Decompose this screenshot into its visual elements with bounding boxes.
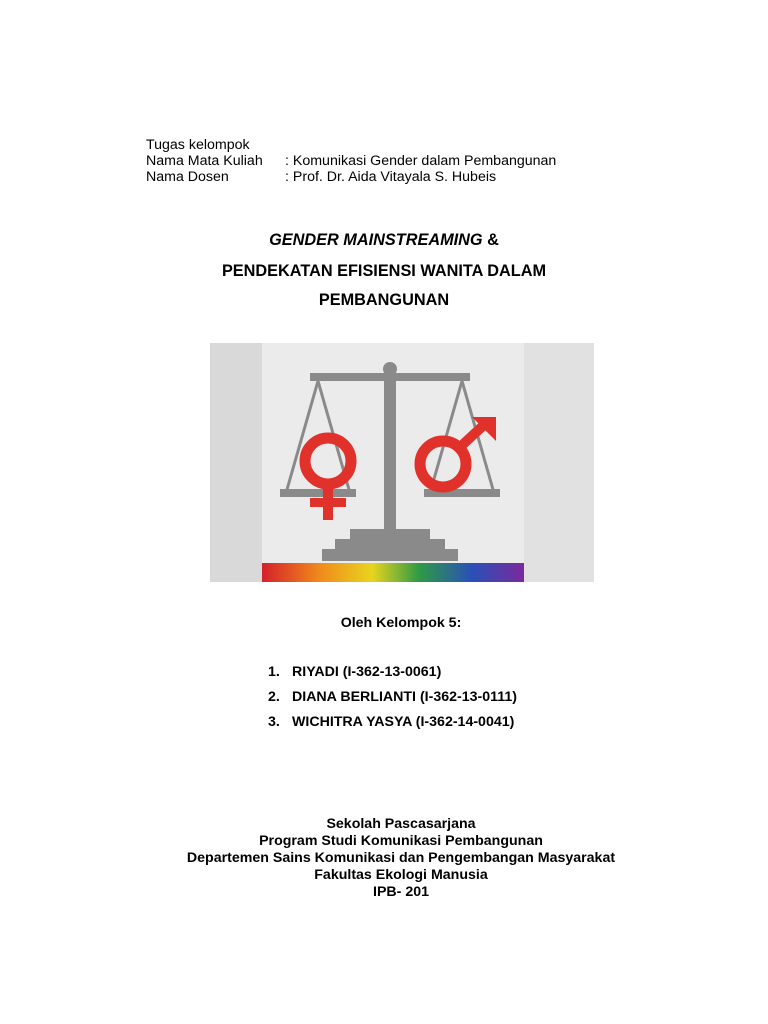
balance-scale-icon — [210, 343, 594, 582]
lecturer-value: : Prof. Dr. Aida Vitayala S. Hubeis — [285, 169, 497, 185]
task-label: Tugas kelompok — [146, 137, 250, 153]
member-list — [268, 664, 517, 739]
institution-line: Departemen Sains Komunikasi dan Pengembangan Masyarakat — [186, 850, 616, 866]
member-name: RIYADI (I-362-13-0061) — [292, 664, 442, 680]
lecturer-row — [146, 169, 556, 185]
title-line-1 — [0, 231, 768, 250]
title-line-3: PEMBANGUNAN — [318, 291, 450, 309]
course-name-row — [146, 153, 556, 169]
group-label: Oleh Kelompok 5: — [340, 615, 462, 631]
member-number: 1. — [268, 664, 280, 680]
list-item — [268, 714, 517, 739]
institution-block — [0, 816, 768, 901]
course-info — [146, 137, 556, 185]
institution-line: IPB- 201 — [373, 884, 429, 900]
title-ampersand: & — [482, 231, 499, 249]
member-number: 3. — [268, 714, 280, 730]
institution-line: Sekolah Pascasarjana — [326, 816, 476, 832]
member-name: DIANA BERLIANTI (I-362-13-0111) — [292, 689, 517, 705]
course-name-value: : Komunikasi Gender dalam Pembangunan — [285, 153, 557, 169]
institution-line: Fakultas Ekologi Manusia — [314, 867, 488, 883]
list-item — [268, 664, 517, 689]
lecturer-key: Nama Dosen — [146, 169, 229, 185]
institution-line: Program Studi Komunikasi Pembangunan — [259, 833, 543, 849]
course-name-key: Nama Mata Kuliah — [146, 153, 263, 169]
member-number: 2. — [268, 689, 280, 705]
list-item — [268, 689, 517, 714]
member-name: WICHITRA YASYA (I-362-14-0041) — [292, 714, 515, 730]
title-line-2: PENDEKATAN EFISIENSI WANITA DALAM — [221, 262, 547, 280]
title-italic: GENDER MAINSTREAMING — [269, 231, 483, 249]
gender-balance-image — [210, 343, 594, 582]
